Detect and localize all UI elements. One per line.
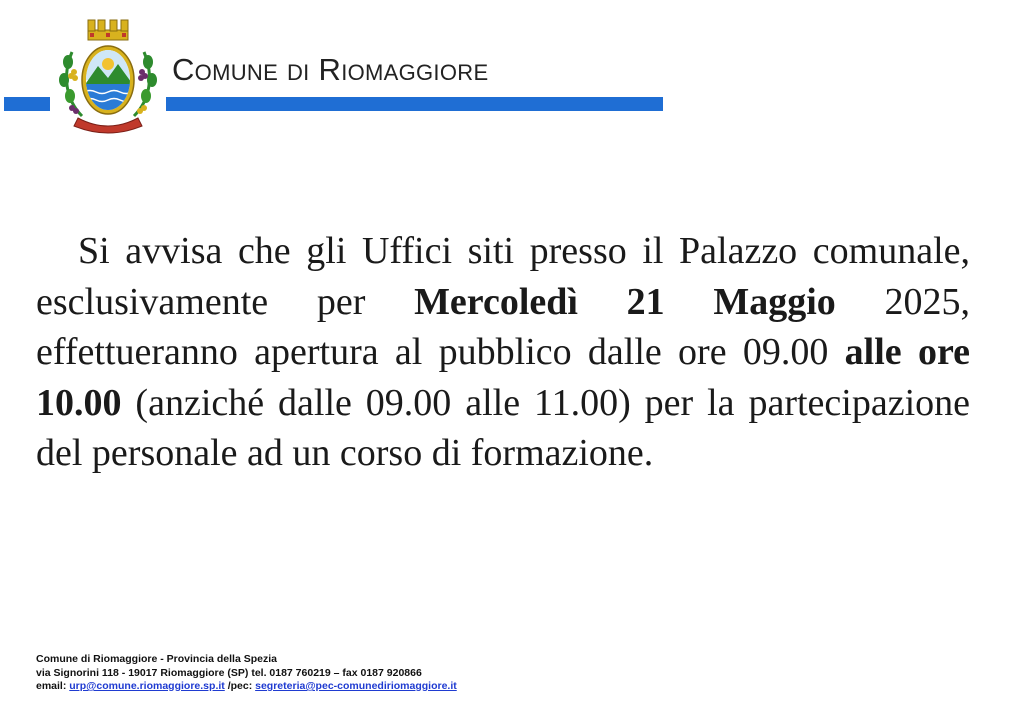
header-rule-left: [4, 97, 50, 111]
email-label: email:: [36, 680, 70, 692]
pec-label: /pec:: [224, 680, 256, 692]
footer-line-2: via Signorini 118 - 19017 Riomaggiore (SP) tel. 0187 760219 – fax 0187 920866: [36, 666, 422, 679]
footer-line-3: [36, 680, 457, 694]
ribbon-icon: [74, 118, 142, 133]
pec-link[interactable]: segreteria@pec-comunediriomaggiore.it: [255, 680, 457, 692]
municipality-name: Comune di Riomaggiore: [172, 52, 489, 87]
footer-line-1: Comune di Riomaggiore - Provincia della Spezia: [36, 653, 277, 665]
vine-branch-right-icon: [134, 52, 157, 116]
crown-icon: [88, 20, 128, 40]
notice-text-1: Si avvisa che gli Uffici siti presso il Palazzo comunale, esclusivamente per: [36, 230, 970, 323]
notice-end-time: alle ore 10.00: [36, 331, 970, 424]
notice-text-3: (anziché dalle 09.00 alle 11.00) per la partecipazione del personale ad un corso di formazione.: [36, 381, 970, 474]
notice-paragraph: [36, 226, 970, 479]
header-rule-right: [166, 97, 663, 111]
notice-body: [36, 226, 970, 479]
coat-of-arms-logo: [52, 16, 164, 134]
vine-branch-left-icon: [59, 52, 82, 116]
notice-text-2: 2025, effettueranno apertura al pubblico dalle ore 09.00: [36, 280, 970, 373]
email-link[interactable]: urp@comune.riomaggiore.sp.it: [69, 680, 225, 692]
footer-contacts: [36, 653, 457, 694]
shield-icon: [82, 46, 134, 114]
notice-date: Mercoledì 21 Maggio: [414, 280, 836, 323]
